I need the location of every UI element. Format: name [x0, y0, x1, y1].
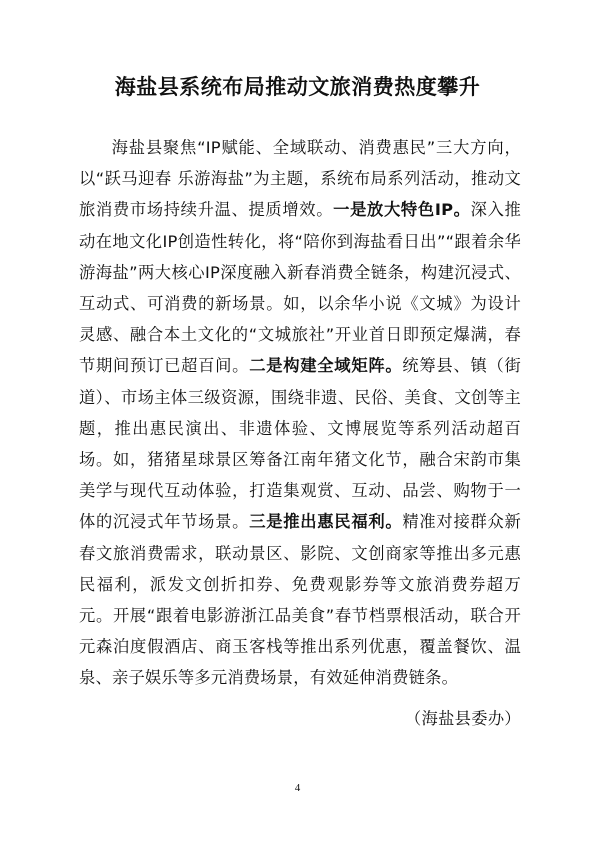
point3-heading: 三是推出惠民福利。	[249, 512, 403, 532]
document-title: 海盐县系统布局推动文旅消费热度攀升	[114, 74, 481, 99]
point2-text: 统筹县、镇（街道）、市场主体三级资源，围绕非遗、民俗、美食、文创等主题，推出惠民演出、非遗体验、文博展览等系列活动超百场。如，猪猪星球景区筹备江南年猪文化节，融合宋韵市集美学与现代互动体验，打造集观赏、互动、品尝、购物于一体的沉浸式年节场景。	[79, 356, 521, 532]
point2-heading: 二是构建全域矩阵。	[249, 356, 403, 376]
body-paragraph	[79, 132, 521, 694]
signature: （海盐县委办）	[404, 709, 521, 728]
intro-text: 海盐县聚焦“IP赋能、全域联动、消费惠民”三大方向，以“跃马迎春 乐游海盐”为主题，系统布局系列活动，推动文旅消费市场持续升温、提质增效。	[79, 138, 521, 220]
point1-text: 深入推动在地文化IP创造性转化，将“陪你到海盐看日出”“跟着余华游海盐”两大核心IP深度融入新春消费全链条，构建沉浸式、互动式、可消费的新场景。如，以余华小说《文城》为设计灵感、融合本土文化的“文城旅社”开业首日即预定爆满，春节期间预订已超百间。	[79, 200, 521, 376]
point3-text: 精准对接群众新春文旅消费需求，联动景区、影院、文创商家等推出多元惠民福利，派发文创折扣券、免费观影券等文旅消费券超万元。开展“跟着电影游浙江品美食”春节档票根活动，联合开元森泊度假酒店、商玉客栈等推出系列优惠，覆盖餐饮、温泉、亲子娱乐等多元消费场景，有效延伸消费链条。	[79, 512, 521, 688]
page-number: 4	[294, 782, 301, 794]
point1-heading: 一是放大特色IP。	[333, 200, 471, 220]
